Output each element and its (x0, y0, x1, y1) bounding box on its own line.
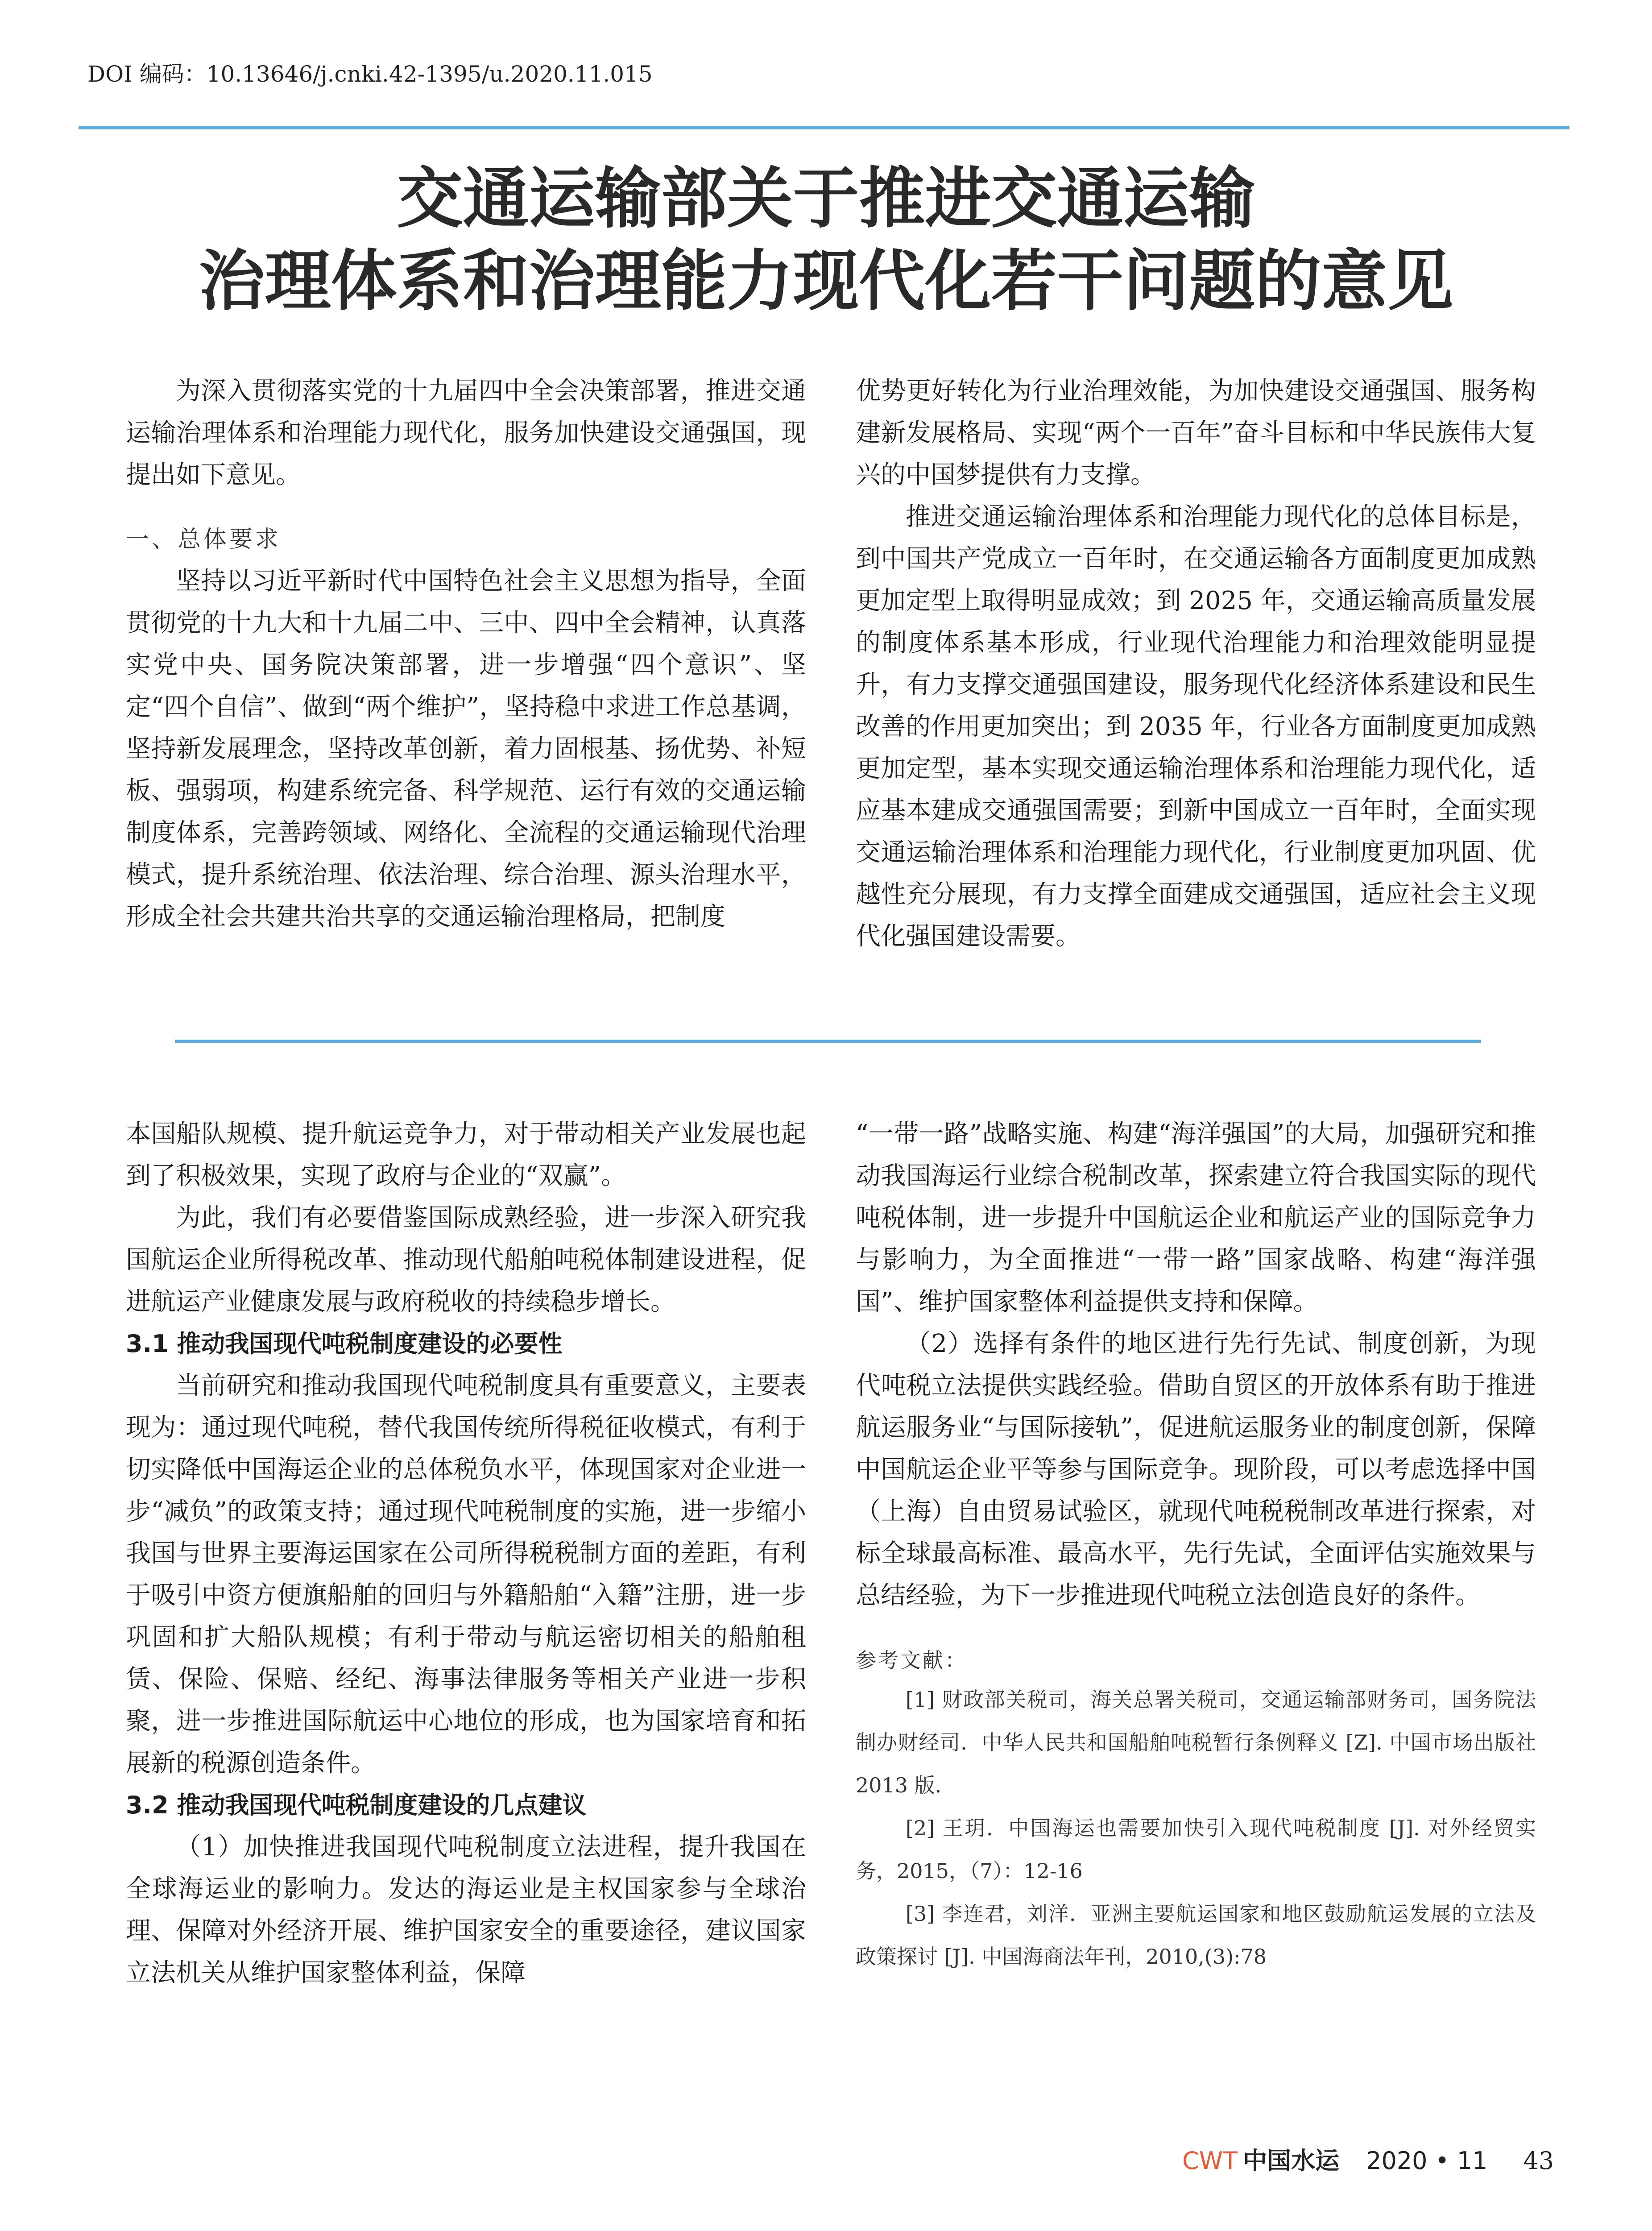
body-paragraph-continued: 优势更好转化为行业治理效能，为加快建设交通强国、服务构建新发展格局、实现“两个一百年”奋斗目标和中华民族伟大复兴的中国梦提供有力支撑。 (856, 377, 1536, 489)
lower-right-column (856, 1113, 1536, 1978)
body-paragraph-continued: 本国船队规模、提升航运竞争力，对于带动相关产业发展也起到了积极效果，实现了政府与企业的“双赢”。 (126, 1120, 806, 1190)
article-title-line-2: 治理体系和治理能力现代化若干问题的意见 (199, 243, 1453, 319)
reference-item: [2] 王玥．中国海运也需要加快引入现代吨税制度 [J]. 对外经贸实务，2015，（7）：12-16 (856, 1816, 1536, 1883)
body-paragraph: 当前研究和推动我国现代吨税制度具有重要意义，主要表现为：通过现代吨税，替代我国传统所得税征收模式，有利于切实降低中国海运企业的总体税负水平，体现国家对企业进一步“减负”的政策支持；通过现代吨税制度的实施，进一步缩小我国与世界主要海运国家在公司所得税税制方面的差距，有利于吸引中资方便旗船舶的回归与外籍船舶“入籍”注册，进一步巩固和扩大船队规模；有利于带动与航运密切相关的船舶租赁、保险、保赔、经纪、海事法律服务等相关产业进一步积聚，进一步推进国际航运中心地位的形成，也为国家培育和拓展新的税源创造条件。 (126, 1371, 806, 1778)
lower-left-column (126, 1113, 806, 1994)
body-paragraph: （1）加快推进我国现代吨税制度立法进程，提升我国在全球海运业的影响力。发达的海运业是主权国家参与全球治理、保障对外经济开展、维护国家安全的重要途径，建议国家立法机关从维护国家整体利益，保障 (126, 1833, 806, 1987)
intro-paragraph: 为深入贯彻落实党的十九届四中全会决策部署，推进交通运输治理体系和治理能力现代化，服务加快建设交通强国，现提出如下意见。 (126, 377, 806, 489)
brand-abbreviation: CWT (1182, 2147, 1238, 2175)
section-divider (175, 1040, 1481, 1043)
doi-line: DOI 编码：10.13646/j.cnki.42-1395/u.2020.11.015 (87, 61, 653, 87)
body-paragraph: 推进交通运输治理体系和治理能力现代化的总体目标是，到中国共产党成立一百年时，在交通运输各方面制度更加成熟更加定型上取得明显成效；到 2025 年，交通运输高质量发展的制度体系基本形成，行业现代治理能力和治理效能明显提升，有力支撑交通强国建设，服务现代化经济体系建设和民生改善的作用更加突出；到 2035 年，行业各方面制度更加成熟更加定型，基本实现交通运输治理体系和治理能力现代化，适应基本建成交通强国需要；到新中国成立一百年时，全面实现交通运输治理体系和治理能力现代化，行业制度更加巩固、优越性充分展现，有力支撑全面建成交通强国，适应社会主义现代化强国建设需要。 (856, 502, 1536, 951)
article-title-line-1: 交通运输部关于推进交通运输 (397, 160, 1255, 237)
brand-name: 中国水运 (1243, 2146, 1340, 2175)
body-paragraph: 坚持以习近平新时代中国特色社会主义思想为指导，全面贯彻党的十九大和十九届二中、三中、四中全会精神，认真落实党中央、国务院决策部署，进一步增强“四个意识”、坚定“四个自信”、做到“两个维护”，坚持稳中求进工作总基调，坚持新发展理念，坚持改革创新，着力固根基、扬优势、补短板、强弱项，构建系统完备、科学规范、运行有效的交通运输制度体系，完善跨领域、网络化、全流程的交通运输现代治理模式，提升系统治理、依法治理、综合治理、源头治理水平，形成全社会共建共治共享的交通运输治理格局，把制度 (126, 567, 806, 931)
body-paragraph-continued: “一带一路”战略实施、构建“海洋强国”的大局，加强研究和推动我国海运行业综合税制改革，探索建立符合我国实际的现代吨税体制，进一步提升中国航运企业和航运产业的国际竞争力与影响力，为全面推进“一带一路”国家战略、构建“海洋强国”、维护国家整体利益提供支持和保障。 (856, 1120, 1536, 1316)
issue-date: 2020 • 11 (1366, 2147, 1488, 2175)
body-paragraph: （2）选择有条件的地区进行先行先试、制度创新，为现代吨税立法提供实践经验。借助自贸区的开放体系有助于推进航运服务业“与国际接轨”，促进航运服务业的制度创新，保障中国航运企业平等参与国际竞争。现阶段，可以考虑选择中国（上海）自由贸易试验区，就现代吨税税制改革进行探索，对标全球最高标准、最高水平，先行先试，全面评估实施效果与总结经验，为下一步推进现代吨税立法创造良好的条件。 (856, 1329, 1536, 1610)
top-rule (79, 126, 1569, 129)
subsection-heading: 3.1 推动我国现代吨税制度建设的必要性 (126, 1330, 563, 1358)
section-heading: 一、总体要求 (126, 526, 282, 553)
page-number: 43 (1523, 2147, 1554, 2175)
reference-item: [3] 李连君，刘洋．亚洲主要航运国家和地区鼓励航运发展的立法及政策探讨 [J]. 中国海商法年刊，2010,(3):78 (856, 1902, 1536, 1969)
subsection-heading: 3.2 推动我国现代吨税制度建设的几点建议 (126, 1791, 587, 1819)
references-heading: 参考文献： (856, 1648, 967, 1672)
page-footer (1182, 2142, 1554, 2176)
article-left-column (126, 370, 806, 938)
article-right-column (856, 370, 1536, 958)
body-paragraph: 为此，我们有必要借鉴国际成熟经验，进一步深入研究我国航运企业所得税改革、推动现代船舶吨税体制建设进程，促进航运产业健康发展与政府税收的持续稳步增长。 (126, 1203, 806, 1316)
reference-item: [1] 财政部关税司，海关总署关税司，交通运输部财务司，国务院法制办财经司．中华人民共和国船舶吨税暂行条例释义 [Z]. 中国市场出版社 2013 版． (856, 1688, 1536, 1797)
